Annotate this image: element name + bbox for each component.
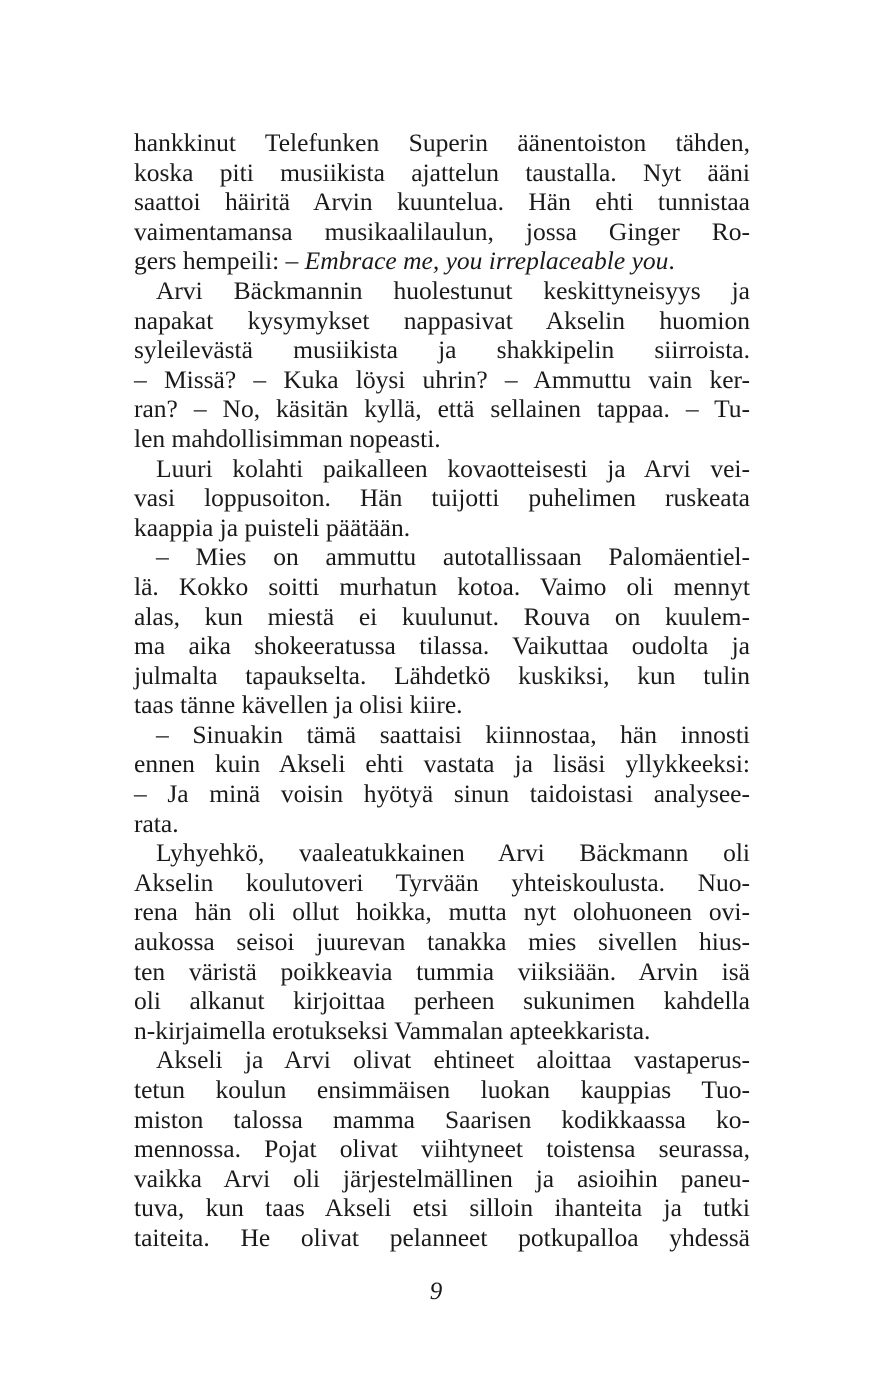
text-line: hankkinut Telefunken Superin äänentoiston tähden, (134, 128, 750, 157)
text-line: julmalta tapaukselta. Lähdetkö kuskiksi, kun tulin (134, 660, 750, 690)
text-line: oli alkanut kirjoittaa perheen sukunimen kahdella (134, 986, 750, 1016)
text-line: ennen kuin Akseli ehti vastata ja lisäsi yllykkeeksi: (134, 749, 750, 779)
text-line: rata. (134, 808, 179, 838)
text-line: Lyhyehkö, vaaleatukkainen Arvi Bäckmann oli (156, 838, 750, 868)
text-fragment: gers hempeili: – (134, 246, 305, 276)
text-line: Akselin koulutoveri Tyrvään yhteiskoulusta. Nuo- (134, 867, 750, 897)
text-line: – Missä? – Kuka löysi uhrin? – Ammuttu vain ker- (134, 364, 750, 394)
text-line: taiteita. He olivat pelanneet potkupalloa yhdessä (134, 1222, 750, 1252)
text-line: mennossa. Pojat olivat viihtyneet toistensa seurassa, (134, 1134, 750, 1164)
text-line (134, 246, 750, 276)
text-line: ma aika shokeeratussa tilassa. Vaikuttaa oudolta ja (134, 631, 750, 661)
text-line: ran? – No, käsitän kyllä, että sellainen tappaa. – Tu- (134, 394, 750, 424)
text-line: rena hän oli ollut hoikka, mutta nyt olohuoneen ovi- (134, 897, 750, 927)
text-line: miston talossa mamma Saarisen kodikkaassa ko- (134, 1104, 750, 1134)
text-line: vasi loppusoiton. Hän tuijotti puhelimen ruskeata (134, 483, 750, 513)
text-fragment: . (668, 246, 675, 276)
text-line: syleilevästä musiikista ja shakkipelin siirroista. (134, 335, 750, 365)
text-line: ten väristä poikkeavia tummia viiksiään. Arvin isä (134, 956, 750, 986)
text-line: len mahdollisimman nopeasti. (134, 423, 441, 453)
text-line: koska piti musiikista ajattelun taustalla. Nyt ääni (134, 157, 750, 187)
text-line: n-kirjaimella erotukseksi Vammalan apteekkarista. (134, 1015, 651, 1045)
text-line: Arvi Bäckmannin huolestunut keskittyneisyys ja (156, 275, 750, 305)
text-line: tuva, kun taas Akseli etsi silloin ihanteita ja tutki (134, 1193, 750, 1223)
text-line: – Mies on ammuttu autotallissaan Palomäentiel- (156, 542, 750, 572)
text-line: napakat kysymykset nappasivat Akselin huomion (134, 305, 750, 335)
body-text (134, 128, 750, 1253)
page-number: 9 (429, 1278, 443, 1305)
text-line: taas tänne kävellen ja olisi kiire. (134, 690, 463, 720)
text-line: aukossa seisoi juurevan tanakka mies sivellen hius- (134, 927, 750, 957)
text-line: – Sinuakin tämä saattaisi kiinnostaa, hän innosti (156, 719, 750, 749)
text-line: Luuri kolahti paikalleen kovaotteisesti ja Arvi vei- (156, 453, 750, 483)
text-line: tetun koulun ensimmäisen luokan kauppias Tuo- (134, 1075, 750, 1104)
text-line: Akseli ja Arvi olivat ehtineet aloittaa vastaperus- (156, 1045, 750, 1075)
text-line: kaappia ja puisteli päätään. (134, 512, 411, 542)
text-line: vaimentamansa musikaalilaulun, jossa Ginger Ro- (134, 216, 750, 246)
text-line: – Ja minä voisin hyötyä sinun taidoistasi analysee- (134, 779, 750, 809)
text-line: alas, kun miestä ei kuulunut. Rouva on kuulem- (134, 601, 750, 631)
italic-quote: Embrace me, you irreplaceable you (304, 246, 669, 276)
text-line: saattoi häiritä Arvin kuuntelua. Hän ehti tunnistaa (134, 187, 750, 217)
text-line: vaikka Arvi oli järjestelmällinen ja asioihin paneu- (134, 1163, 750, 1193)
text-line: lä. Kokko soitti murhatun kotoa. Vaimo oli mennyt (134, 571, 750, 601)
